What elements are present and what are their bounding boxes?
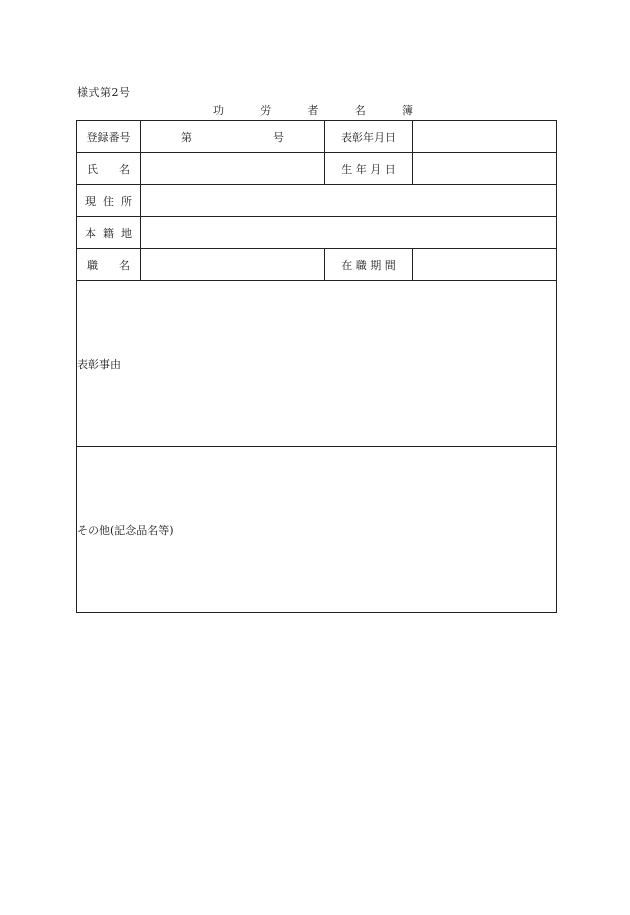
row-position bbox=[77, 249, 557, 281]
birth-date-label: 生 年 月 日 bbox=[325, 153, 413, 185]
name-field[interactable] bbox=[141, 153, 325, 185]
position-label-char: 職 bbox=[87, 258, 98, 272]
current-address-label-char: 現 bbox=[85, 194, 96, 208]
document-title bbox=[213, 102, 413, 118]
award-date-label: 表彰年月日 bbox=[325, 121, 413, 153]
row-other bbox=[77, 447, 557, 613]
row-registration bbox=[77, 121, 557, 153]
current-address-label-char: 住 bbox=[103, 194, 114, 208]
title-char: 簿 bbox=[402, 104, 413, 117]
registered-domicile-label-char: 本 bbox=[85, 226, 96, 240]
other-label: その他(記念品名等) bbox=[77, 523, 174, 537]
tenure-period-field[interactable] bbox=[413, 249, 557, 281]
title-char: 名 bbox=[354, 104, 366, 117]
registration-number-suffix: 号 bbox=[273, 130, 284, 144]
award-date-field[interactable] bbox=[413, 121, 557, 153]
row-name bbox=[77, 153, 557, 185]
row-award-reason bbox=[77, 281, 557, 447]
other-box[interactable] bbox=[77, 447, 557, 613]
registration-number-prefix: 第 bbox=[181, 130, 192, 144]
award-reason-label: 表彰事由 bbox=[77, 357, 121, 371]
title-char: 労 bbox=[260, 104, 272, 117]
current-address-label bbox=[77, 185, 141, 217]
birth-date-field[interactable] bbox=[413, 153, 557, 185]
form-number: 様式第2号 bbox=[77, 86, 131, 99]
registered-domicile-label-char: 地 bbox=[121, 226, 132, 240]
current-address-label-char: 所 bbox=[121, 194, 132, 208]
position-label bbox=[77, 249, 141, 281]
position-label-char: 名 bbox=[119, 258, 130, 272]
tenure-period-label: 在 職 期 間 bbox=[325, 249, 413, 281]
title-char: 者 bbox=[307, 104, 319, 117]
registry-form-table bbox=[76, 120, 557, 613]
name-label-char: 名 bbox=[119, 162, 130, 176]
row-registered-domicile bbox=[77, 217, 557, 249]
registered-domicile-label bbox=[77, 217, 141, 249]
position-field[interactable] bbox=[141, 249, 325, 281]
registration-number-field[interactable] bbox=[141, 121, 325, 153]
title-char: 功 bbox=[213, 104, 224, 117]
award-reason-box[interactable] bbox=[77, 281, 557, 447]
current-address-field[interactable] bbox=[141, 185, 557, 217]
name-label bbox=[77, 153, 141, 185]
row-current-address bbox=[77, 185, 557, 217]
name-label-char: 氏 bbox=[87, 162, 98, 176]
registered-domicile-field[interactable] bbox=[141, 217, 557, 249]
registered-domicile-label-char: 籍 bbox=[103, 226, 114, 240]
registration-number-label: 登録番号 bbox=[77, 121, 141, 153]
